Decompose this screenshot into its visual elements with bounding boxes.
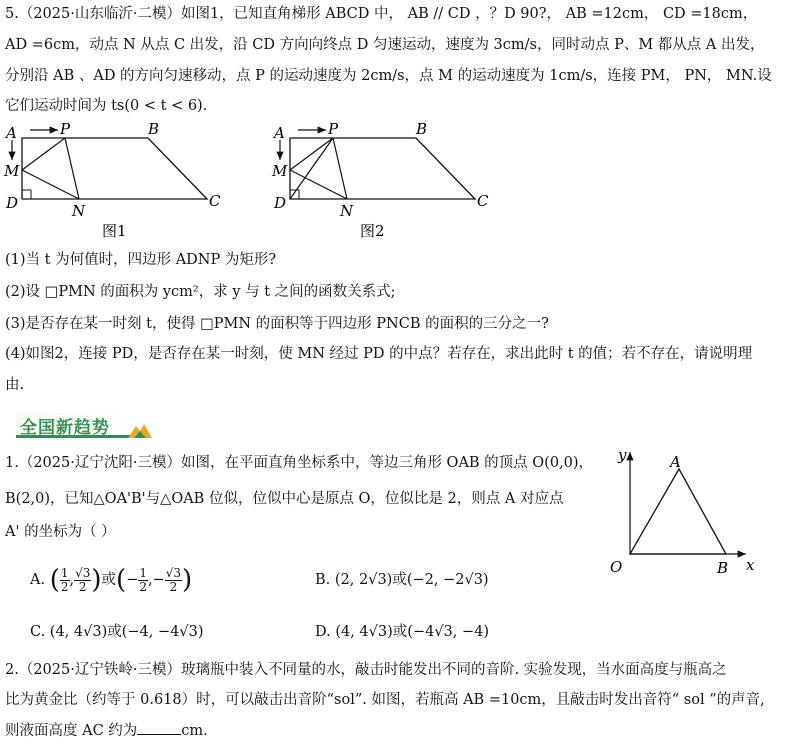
mountain-icon (128, 421, 152, 439)
option-b-label: B. (315, 572, 331, 588)
p5-q4-line2: 由. (5, 377, 25, 393)
label-p: P (60, 120, 71, 138)
figure-2-caption: 图2 (360, 222, 385, 240)
label-d: D (6, 194, 19, 212)
option-b-value-2: (−2, −2√3) (406, 572, 489, 588)
segment-pm (22, 138, 65, 170)
frac-1-2-neg: $\frac{1}{2}$ (139, 565, 147, 594)
option-c[interactable] (30, 622, 204, 642)
triangle-oab (630, 469, 726, 554)
option-b[interactable] (315, 570, 489, 590)
option-c-or: 或 (107, 624, 122, 640)
p5-q2: (2)设 □PMN 的面积为 ycm²，求 y 与 t 之间的函数关系式; (5, 284, 396, 300)
p5-q4-line1: (4)如图2，连接 PD，是否存在某一时刻，使 MN 经过 PD 的中点？若存在，求出此时 t 的值；若不存在，请说明理 (5, 346, 753, 362)
p5-q1: (1)当 t 为何值时，四边形 ADNP 为矩形? (5, 252, 277, 268)
segment-pm (290, 138, 333, 170)
label-b: B (148, 120, 160, 138)
option-c-value-2: (−4, −4√3) (121, 624, 204, 640)
option-a-or: 或 (101, 572, 117, 588)
label-c: C (477, 192, 489, 210)
label-n: N (72, 202, 86, 220)
n2-line3 (5, 720, 208, 741)
p5-line3: 分别沿 AB 、AD 的方向匀速移动，点 P 的运动速度为 2cm/s，点 M 的运动速度为 1cm/s，连接 PM， PN， MN.设 (5, 68, 772, 84)
label-c: C (209, 192, 221, 210)
p5-line2: AD =6cm，动点 N 从点 C 出发，沿 CD 方向向终点 D 匀速运动，速度为 3cm/s，同时动点 P、M 都从点 A 出发， (5, 37, 765, 53)
frac-1-2: $\frac{1}{2}$ (60, 565, 69, 594)
axis-y-label: y (618, 446, 627, 464)
option-c-label: C. (30, 624, 46, 640)
option-d-or: 或 (392, 624, 408, 640)
point-a-label: A (670, 453, 681, 471)
option-a[interactable]: A. ( $\frac{1}{2}$ , $\frac{√3}{2}$ )或(− $\frac{1}{2}$ ,− $\frac{√3}{2}$ ) (30, 565, 193, 595)
p5-q3: (3)是否存在某一时刻 t，使得 □PMN 的面积等于四边形 PNCB 的面积的三分之一? (5, 316, 549, 332)
coordinate-triangle-figure (600, 446, 770, 580)
n2-line2: 比为黄金比（约等于 0.618）时，可以敲击出音阶“sol”. 如图，若瓶高 AB =10cm，且敲击时发出音符“ sol ”的声音, (5, 692, 765, 708)
answer-blank[interactable] (137, 720, 181, 735)
label-n: N (340, 202, 354, 220)
trapezoid-outline (22, 138, 207, 199)
label-d: D (274, 194, 287, 212)
label-a: A (6, 124, 17, 142)
label-a: A (274, 124, 285, 142)
trapezoid-outline (290, 138, 475, 199)
option-d-value-2: (−4√3, −4) (407, 624, 490, 640)
n1-line1: 1.（2025·辽宁沈阳·三模）如图，在平面直角坐标系中，等边三角形 OAB 的顶点 O(0,0)， (5, 455, 594, 471)
option-a-label: A. (30, 572, 46, 588)
label-p: P (328, 120, 339, 138)
section-badge (12, 409, 152, 441)
axis-x-label: x (746, 556, 755, 574)
n1-line2: B(2,0)，已知△OA'B'与△OAB 位似，位似中心是原点 O，位似比是 2，则点 A 对应点 (5, 491, 564, 507)
figure-2-trapezoid (268, 118, 508, 240)
n2-line3-text: 则液面高度 AC 约为 (5, 723, 138, 739)
label-m: M (272, 162, 288, 180)
n2-line1: 2.（2025·辽宁铁岭·三模）玻璃瓶中装入不同量的水，敲击时能发出不同的音阶. 实验发现，当水面高度与瓶高之 (5, 662, 727, 678)
n2-unit: cm. (181, 723, 208, 739)
badge-title: 全国新趋势 (20, 418, 110, 438)
n1-line3: A' 的坐标为（ ） (5, 524, 116, 540)
option-d[interactable] (315, 622, 489, 642)
figure-1-trapezoid (0, 118, 240, 240)
option-d-value-1: (4, 4√3) (335, 624, 393, 640)
option-d-label: D. (315, 624, 331, 640)
option-b-or: 或 (392, 572, 407, 588)
figure-1-caption: 图1 (102, 222, 127, 240)
frac-sqrt3-2-neg: $\frac{√3}{2}$ (165, 565, 182, 594)
right-angle-mark (22, 190, 31, 199)
point-o-label: O (610, 558, 623, 576)
label-b: B (416, 120, 428, 138)
p5-line1: 5.（2025·山东临沂·二模）如图1，已知直角梯形 ABCD 中， AB // CD ，？D 90?， AB =12cm， CD =18cm， (5, 6, 758, 22)
segment-pn (65, 138, 79, 199)
segment-pn (333, 138, 347, 199)
frac-sqrt3-2: $\frac{√3}{2}$ (75, 565, 91, 594)
p5-line4: 它们运动时间为 ts(0 < t < 6)． (5, 98, 218, 114)
point-b-label: B (717, 559, 729, 577)
option-b-value-1: (2, 2√3) (334, 572, 393, 588)
label-m: M (4, 162, 20, 180)
option-c-value-1: (4, 4√3) (49, 624, 108, 640)
